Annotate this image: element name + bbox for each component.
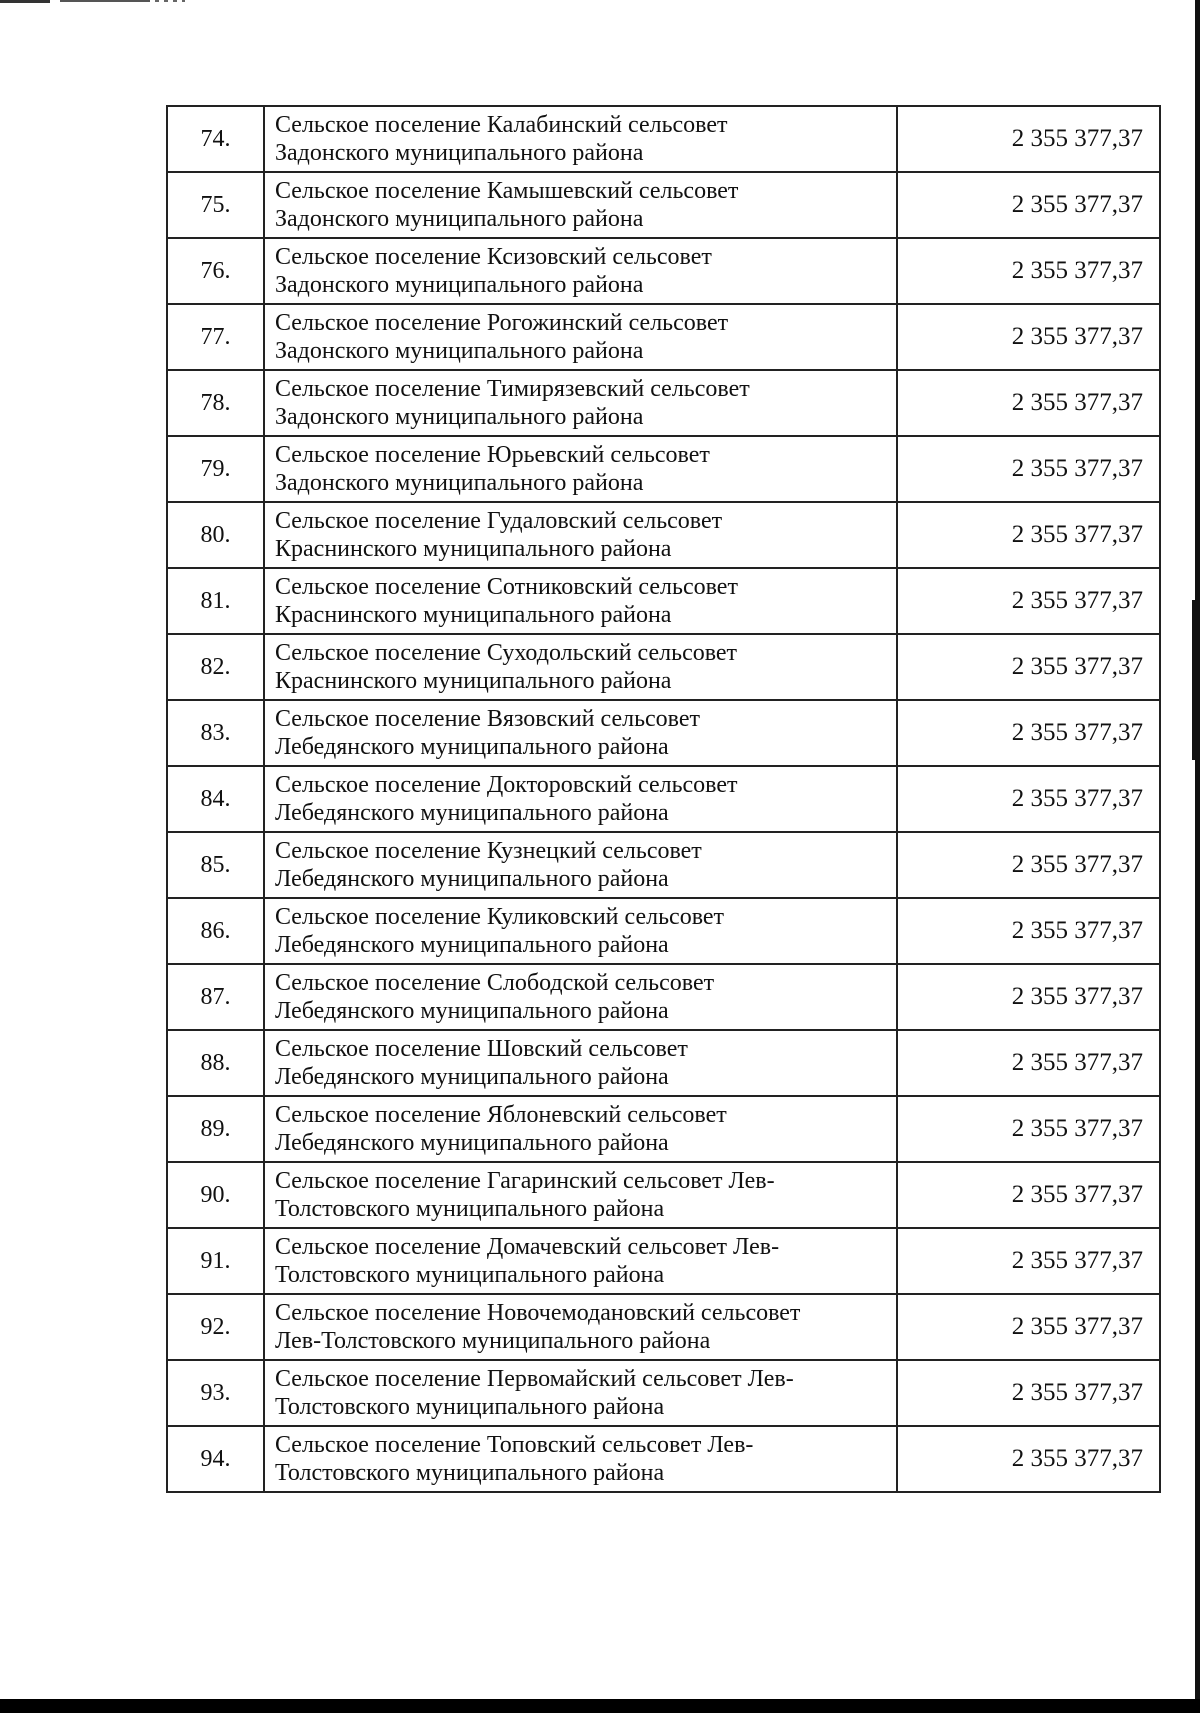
settlement-name-line-1: Сельское поселение Топовский сельсовет Лев- [275, 1432, 754, 1458]
settlement-name-line-2: Задонского муниципального района [275, 404, 644, 430]
amount-cell: 2 355 377,37 [897, 106, 1160, 172]
scan-artifact-line [0, 0, 50, 3]
row-number: 84. [167, 766, 264, 832]
settlement-name-cell [264, 304, 897, 370]
row-number: 91. [167, 1228, 264, 1294]
table-row [167, 700, 1160, 766]
settlement-name-line-2: Задонского муниципального района [275, 470, 644, 496]
amount-cell: 2 355 377,37 [897, 436, 1160, 502]
table-row [167, 1096, 1160, 1162]
scan-edge-right [1195, 0, 1200, 1705]
settlement-name-line-2: Задонского муниципального района [275, 206, 644, 232]
table-row [167, 1426, 1160, 1492]
amount-cell: 2 355 377,37 [897, 634, 1160, 700]
amount-cell: 2 355 377,37 [897, 502, 1160, 568]
amount-cell: 2 355 377,37 [897, 568, 1160, 634]
settlement-name-line-1: Сельское поселение Докторовский сельсовет [275, 772, 738, 798]
settlement-name-line-2: Лебедянского муниципального района [275, 932, 669, 958]
table-row [167, 106, 1160, 172]
amount-cell: 2 355 377,37 [897, 1096, 1160, 1162]
settlement-name-cell [264, 1228, 897, 1294]
table-row [167, 502, 1160, 568]
settlement-name-line-1: Сельское поселение Гагаринский сельсовет Лев- [275, 1168, 775, 1194]
table-row [167, 898, 1160, 964]
settlement-name-line-1: Сельское поселение Новочемодановский сельсовет [275, 1300, 801, 1326]
settlement-name-line-1: Сельское поселение Куликовский сельсовет [275, 904, 725, 930]
settlement-name-line-1: Сельское поселение Кузнецкий сельсовет [275, 838, 702, 864]
amount-cell: 2 355 377,37 [897, 172, 1160, 238]
row-number: 86. [167, 898, 264, 964]
scan-edge-notch [1192, 600, 1195, 760]
row-number: 79. [167, 436, 264, 502]
table-row [167, 238, 1160, 304]
amount-cell: 2 355 377,37 [897, 898, 1160, 964]
amount-cell: 2 355 377,37 [897, 1030, 1160, 1096]
settlement-name-line-1: Сельское поселение Домачевский сельсовет Лев- [275, 1234, 780, 1260]
row-number: 88. [167, 1030, 264, 1096]
scan-artifact-dots [155, 0, 185, 2]
settlement-name-cell [264, 1162, 897, 1228]
settlement-name-line-2: Краснинского муниципального района [275, 602, 672, 628]
amount-cell: 2 355 377,37 [897, 238, 1160, 304]
settlement-name-cell [264, 238, 897, 304]
settlement-name-line-1: Сельское поселение Вязовский сельсовет [275, 706, 701, 732]
settlement-name-line-1: Сельское поселение Шовский сельсовет [275, 1036, 688, 1062]
amount-cell: 2 355 377,37 [897, 1426, 1160, 1492]
table-row [167, 1030, 1160, 1096]
settlement-name-line-2: Лебедянского муниципального района [275, 734, 669, 760]
settlement-name-line-2: Толстовского муниципального района [275, 1394, 665, 1420]
amount-cell: 2 355 377,37 [897, 1360, 1160, 1426]
table-row [167, 964, 1160, 1030]
settlement-name-line-2: Задонского муниципального района [275, 338, 644, 364]
settlement-name-line-2: Задонского муниципального района [275, 140, 644, 166]
table-row [167, 634, 1160, 700]
row-number: 82. [167, 634, 264, 700]
settlements-table [166, 105, 1161, 1493]
settlement-name-line-2: Лебедянского муниципального района [275, 800, 669, 826]
settlement-name-cell [264, 172, 897, 238]
settlement-name-line-2: Толстовского муниципального района [275, 1460, 665, 1486]
row-number: 93. [167, 1360, 264, 1426]
settlement-name-cell [264, 1426, 897, 1492]
amount-cell: 2 355 377,37 [897, 700, 1160, 766]
settlement-name-cell [264, 106, 897, 172]
amount-cell: 2 355 377,37 [897, 1162, 1160, 1228]
row-number: 78. [167, 370, 264, 436]
table-row [167, 370, 1160, 436]
amount-cell: 2 355 377,37 [897, 304, 1160, 370]
scan-artifact-line [60, 0, 150, 2]
amount-cell: 2 355 377,37 [897, 832, 1160, 898]
amount-cell: 2 355 377,37 [897, 1294, 1160, 1360]
row-number: 80. [167, 502, 264, 568]
settlement-name-line-2: Задонского муниципального района [275, 272, 644, 298]
row-number: 83. [167, 700, 264, 766]
settlement-name-line-1: Сельское поселение Яблоневский сельсовет [275, 1102, 727, 1128]
amount-cell: 2 355 377,37 [897, 766, 1160, 832]
settlement-name-cell [264, 1294, 897, 1360]
table-row [167, 832, 1160, 898]
row-number: 77. [167, 304, 264, 370]
settlement-name-line-1: Сельское поселение Рогожинский сельсовет [275, 310, 729, 336]
settlement-name-cell [264, 568, 897, 634]
settlement-name-line-2: Лебедянского муниципального района [275, 1130, 669, 1156]
table-row [167, 766, 1160, 832]
settlement-name-line-1: Сельское поселение Тимирязевский сельсовет [275, 376, 750, 402]
table-row [167, 1162, 1160, 1228]
settlement-name-line-2: Толстовского муниципального района [275, 1196, 665, 1222]
settlement-name-cell [264, 1096, 897, 1162]
settlement-name-cell [264, 766, 897, 832]
settlements-table-body [167, 106, 1160, 1492]
amount-cell: 2 355 377,37 [897, 370, 1160, 436]
settlement-name-line-2: Лебедянского муниципального района [275, 1064, 669, 1090]
settlement-name-line-1: Сельское поселение Слободской сельсовет [275, 970, 715, 996]
amount-cell: 2 355 377,37 [897, 964, 1160, 1030]
row-number: 81. [167, 568, 264, 634]
table-row [167, 436, 1160, 502]
table-row [167, 568, 1160, 634]
row-number: 94. [167, 1426, 264, 1492]
settlement-name-line-1: Сельское поселение Калабинский сельсовет [275, 112, 728, 138]
row-number: 90. [167, 1162, 264, 1228]
settlement-name-cell [264, 700, 897, 766]
settlement-name-line-1: Сельское поселение Гудаловский сельсовет [275, 508, 723, 534]
document-table-container [166, 105, 1143, 1493]
settlement-name-line-1: Сельское поселение Ксизовский сельсовет [275, 244, 712, 270]
settlement-name-line-2: Лебедянского муниципального района [275, 866, 669, 892]
table-row [167, 172, 1160, 238]
table-row [167, 1294, 1160, 1360]
settlement-name-cell [264, 964, 897, 1030]
row-number: 76. [167, 238, 264, 304]
settlement-name-cell [264, 634, 897, 700]
row-number: 87. [167, 964, 264, 1030]
row-number: 85. [167, 832, 264, 898]
settlement-name-cell [264, 832, 897, 898]
settlement-name-cell [264, 502, 897, 568]
row-number: 92. [167, 1294, 264, 1360]
row-number: 74. [167, 106, 264, 172]
table-row [167, 304, 1160, 370]
scan-edge-bottom [0, 1699, 1200, 1713]
settlement-name-cell [264, 1030, 897, 1096]
settlement-name-line-2: Лев-Толстовского муниципального района [275, 1328, 711, 1354]
settlement-name-line-2: Лебедянского муниципального района [275, 998, 669, 1024]
settlement-name-line-1: Сельское поселение Юрьевский сельсовет [275, 442, 710, 468]
settlement-name-line-1: Сельское поселение Сотниковский сельсовет [275, 574, 738, 600]
table-row [167, 1228, 1160, 1294]
table-row [167, 1360, 1160, 1426]
settlement-name-cell [264, 1360, 897, 1426]
settlement-name-cell [264, 436, 897, 502]
settlement-name-line-2: Краснинского муниципального района [275, 536, 672, 562]
row-number: 89. [167, 1096, 264, 1162]
settlement-name-cell [264, 898, 897, 964]
settlement-name-line-1: Сельское поселение Суходольский сельсовет [275, 640, 738, 666]
amount-cell: 2 355 377,37 [897, 1228, 1160, 1294]
settlement-name-line-2: Краснинского муниципального района [275, 668, 672, 694]
settlement-name-cell [264, 370, 897, 436]
settlement-name-line-1: Сельское поселение Первомайский сельсовет Лев- [275, 1366, 794, 1392]
settlement-name-line-1: Сельское поселение Камышевский сельсовет [275, 178, 739, 204]
row-number: 75. [167, 172, 264, 238]
settlement-name-line-2: Толстовского муниципального района [275, 1262, 665, 1288]
